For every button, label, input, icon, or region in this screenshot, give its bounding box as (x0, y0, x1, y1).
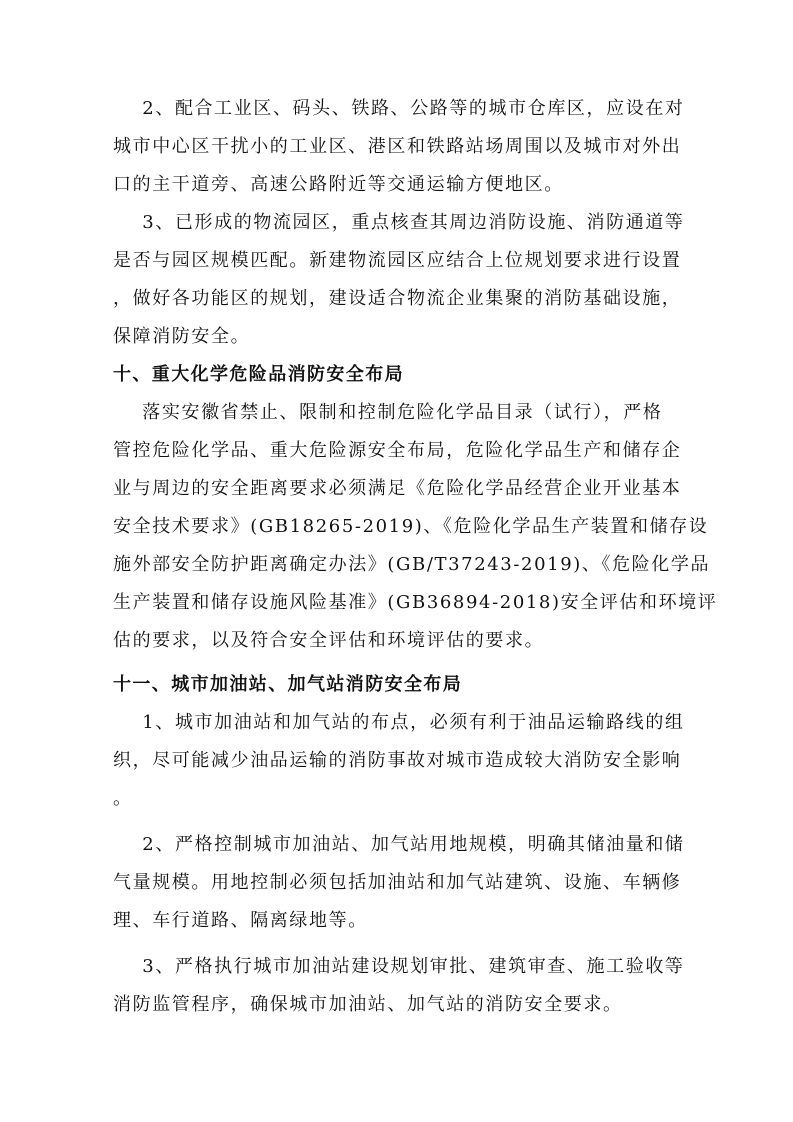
section-10-para-line-5: 施外部安全防护距离确定办法》(GB/T37243-2019)、《危险化学品 (113, 554, 711, 575)
section-11-item-2-line-3: 理、车行道路、隔离绿地等。 (113, 910, 368, 931)
section-11-item-2-line-2: 气量规模。用地控制必须包括加油站和加气站建筑、设施、车辆修 (113, 872, 682, 893)
section-11-item-2-line-1: 2、严格控制城市加油站、加气站用地规模，明确其储油量和储 (113, 834, 685, 855)
section-11-item-1-line-1: 1、城市加油站和加气站的布点，必须有利于油品运输路线的组 (113, 712, 685, 733)
section-11-item-3-line-1: 3、严格执行城市加油站建设规划审批、建筑审查、施工验收等 (113, 956, 685, 977)
section-10-para-line-3: 业与周边的安全距离要求必须满足《危险化学品经营企业开业基本 (113, 478, 682, 499)
section-10-para-line-6: 生产装置和储存设施风险基准》(GB36894-2018)安全评估和环境评 (113, 592, 718, 613)
para-3-line-3: ，做好各功能区的规划，建设适合物流企业集聚的消防基础设施， (113, 288, 682, 309)
section-11-item-3-line-2: 消防监管程序，确保城市加油站、加气站的消防安全要求。 (113, 994, 623, 1015)
section-10-para-line-7: 估的要求，以及符合安全评估和环境评估的要求。 (113, 630, 545, 651)
para-3-line-4: 保障消防安全。 (113, 326, 251, 347)
section-11-heading: 十一、城市加油站、加气站消防安全布局 (113, 674, 463, 695)
section-10-para-line-1: 落实安徽省禁止、限制和控制危险化学品目录（试行），严格 (113, 402, 663, 423)
section-11-item-1-line-2: 织，尽可能减少油品运输的消防事故对城市造成较大消防安全影响 (113, 750, 682, 771)
para-3-line-2: 是否与园区规模匹配。新建物流园区应结合上位规划要求进行设置 (113, 250, 682, 271)
para-2-line-1: 2、配合工业区、码头、铁路、公路等的城市仓库区，应设在对 (113, 98, 685, 119)
para-3-line-1: 3、已形成的物流园区，重点核查其周边消防设施、消防通道等 (113, 212, 685, 233)
section-10-para-line-4: 安全技术要求》(GB18265-2019)、《危险化学品生产装置和储存设 (113, 516, 709, 537)
para-2-line-2: 城市中心区干扰小的工业区、港区和铁路站场周围以及城市对外出 (113, 136, 682, 157)
para-2-line-3: 口的主干道旁、高速公路附近等交通运输方便地区。 (113, 174, 564, 195)
section-11-item-1-line-3: 。 (113, 788, 133, 809)
section-10-para-line-2: 管控危险化学品、重大危险源安全布局，危险化学品生产和储存企 (113, 440, 682, 461)
section-10-heading: 十、重大化学危险品消防安全布局 (113, 364, 404, 385)
